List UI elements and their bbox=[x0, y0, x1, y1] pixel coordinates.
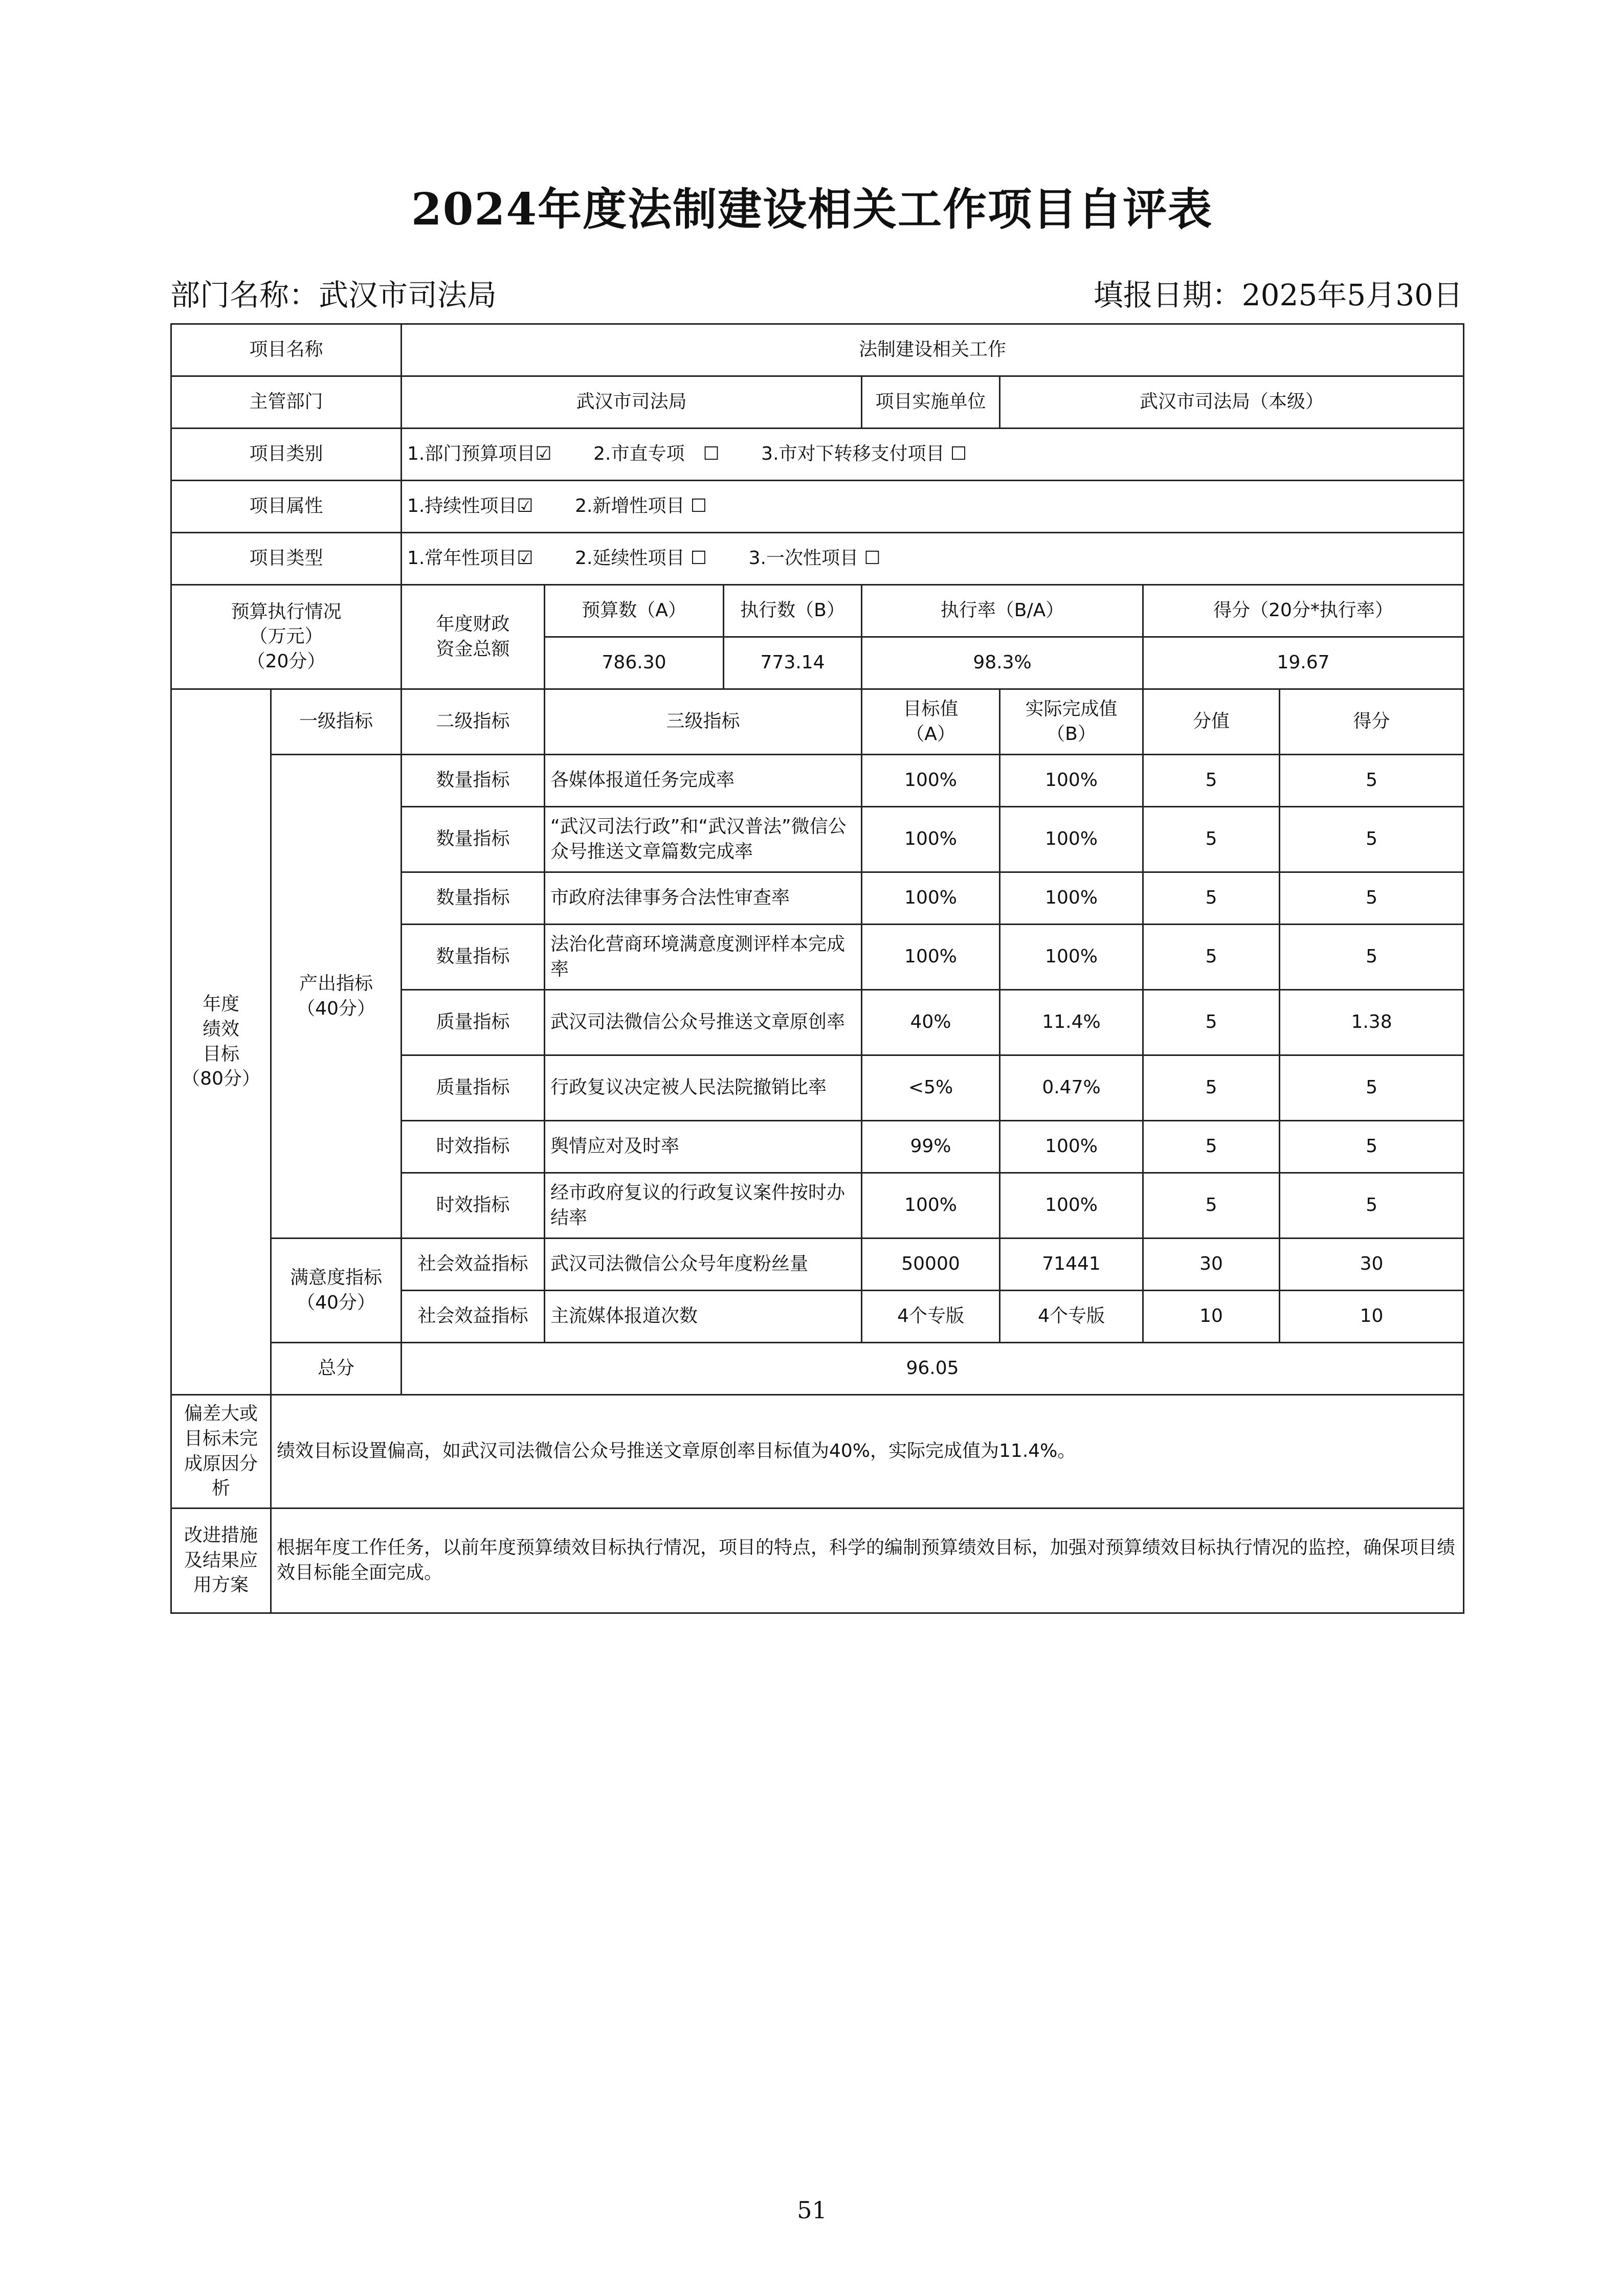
improvement-label-line2: 及结果应 bbox=[184, 1549, 258, 1571]
type-option-3: 3.一次性项目 ☐ bbox=[748, 548, 881, 569]
header-actual-line2: （B） bbox=[1047, 723, 1096, 745]
header-actual-line1: 实际完成值 bbox=[1025, 698, 1118, 719]
level2-cell: 质量指标 bbox=[402, 990, 545, 1055]
dept-value: 武汉市司法局 bbox=[402, 376, 862, 429]
output-label-line2: （40分） bbox=[297, 998, 375, 1019]
score-cell: 5 bbox=[1280, 872, 1464, 925]
satisfaction-label-line1: 满意度指标 bbox=[290, 1267, 383, 1288]
budget-col-rate: 执行率（B/A） bbox=[862, 585, 1143, 637]
self-evaluation-table bbox=[170, 323, 1464, 1614]
row-attribute bbox=[171, 481, 1464, 533]
level2-cell: 数量指标 bbox=[402, 807, 545, 872]
budget-a-value: 786.30 bbox=[545, 637, 724, 689]
performance-label-line1: 年度 bbox=[202, 994, 239, 1015]
header-level2: 二级指标 bbox=[402, 689, 545, 755]
target-cell: 100% bbox=[862, 755, 1000, 807]
dept-label: 主管部门 bbox=[171, 376, 402, 429]
actual-cell: 100% bbox=[1000, 1173, 1143, 1239]
points-cell: 5 bbox=[1143, 807, 1280, 872]
level2-cell: 数量指标 bbox=[402, 755, 545, 807]
attribute-option-2: 2.新增性项目 ☐ bbox=[575, 496, 707, 517]
target-cell: 100% bbox=[862, 872, 1000, 925]
level3-cell: 行政复议决定被人民法院撤销比率 bbox=[545, 1055, 862, 1121]
budget-score-value: 19.67 bbox=[1143, 637, 1464, 689]
score-cell: 5 bbox=[1280, 1121, 1464, 1173]
performance-outer-label bbox=[171, 689, 271, 1395]
row-department bbox=[171, 376, 1464, 429]
score-cell: 1.38 bbox=[1280, 990, 1464, 1055]
level3-cell: 舆情应对及时率 bbox=[545, 1121, 862, 1173]
target-cell: 100% bbox=[862, 1173, 1000, 1239]
target-cell: 4个专版 bbox=[862, 1291, 1000, 1343]
department-name: 部门名称：武汉市司法局 bbox=[170, 278, 497, 312]
points-cell: 5 bbox=[1143, 872, 1280, 925]
budget-label bbox=[171, 585, 402, 689]
impl-unit-label: 项目实施单位 bbox=[862, 376, 1000, 429]
budget-total-label bbox=[402, 585, 545, 689]
budget-col-b: 执行数（B） bbox=[724, 585, 862, 637]
category-option-1: 1.部门预算项目☑ bbox=[407, 443, 552, 465]
actual-cell: 100% bbox=[1000, 755, 1143, 807]
points-cell: 5 bbox=[1143, 925, 1280, 990]
satisfaction-indicator-label bbox=[271, 1239, 402, 1343]
deviation-label-line4: 析 bbox=[211, 1478, 230, 1499]
budget-col-a: 预算数（A） bbox=[545, 585, 724, 637]
actual-cell: 100% bbox=[1000, 1121, 1143, 1173]
row-project-name bbox=[171, 324, 1464, 376]
deviation-label-line1: 偏差大或 bbox=[184, 1403, 258, 1425]
level3-cell: 经市政府复议的行政复议案件按时办结率 bbox=[545, 1173, 862, 1239]
level3-cell: 法治化营商环境满意度测评样本完成率 bbox=[545, 925, 862, 990]
level2-cell: 社会效益指标 bbox=[402, 1239, 545, 1291]
points-cell: 5 bbox=[1143, 990, 1280, 1055]
row-category bbox=[171, 429, 1464, 481]
level3-cell: 市政府法律事务合法性审查率 bbox=[545, 872, 862, 925]
level3-cell: 武汉司法微信公众号推送文章原创率 bbox=[545, 990, 862, 1055]
score-cell: 30 bbox=[1280, 1239, 1464, 1291]
budget-label-line1: 预算执行情况 bbox=[231, 601, 342, 622]
target-cell: 99% bbox=[862, 1121, 1000, 1173]
improvement-label-line3: 用方案 bbox=[193, 1574, 249, 1596]
type-option-1: 1.常年性项目☑ bbox=[407, 548, 533, 569]
score-cell: 5 bbox=[1280, 925, 1464, 990]
level2-cell: 社会效益指标 bbox=[402, 1291, 545, 1343]
category-label: 项目类别 bbox=[171, 429, 402, 481]
level3-cell: 主流媒体报道次数 bbox=[545, 1291, 862, 1343]
budget-total-label-line1: 年度财政 bbox=[436, 613, 510, 635]
performance-label-line2: 绩效 bbox=[202, 1018, 239, 1040]
row-improvement bbox=[171, 1509, 1464, 1613]
header-level3: 三级指标 bbox=[545, 689, 862, 755]
page-title: 2024年度法制建设相关工作项目自评表 bbox=[411, 184, 1213, 235]
attribute-label: 项目属性 bbox=[171, 481, 402, 533]
type-option-2: 2.延续性项目 ☐ bbox=[575, 548, 707, 569]
project-name-label: 项目名称 bbox=[171, 324, 402, 376]
attribute-options bbox=[402, 481, 1464, 533]
category-options bbox=[402, 429, 1464, 481]
report-date: 填报日期：2025年5月30日 bbox=[1093, 278, 1463, 312]
level2-cell: 数量指标 bbox=[402, 872, 545, 925]
actual-cell: 100% bbox=[1000, 925, 1143, 990]
type-label: 项目类型 bbox=[171, 533, 402, 585]
score-cell: 10 bbox=[1280, 1291, 1464, 1343]
category-option-3: 3.市对下转移支付项目 ☐ bbox=[761, 443, 967, 465]
total-label: 总分 bbox=[271, 1343, 402, 1395]
budget-label-line2: （万元） bbox=[249, 626, 323, 647]
points-cell: 10 bbox=[1143, 1291, 1280, 1343]
deviation-label bbox=[171, 1395, 271, 1509]
attribute-option-1: 1.持续性项目☑ bbox=[407, 496, 533, 517]
row-type bbox=[171, 533, 1464, 585]
points-cell: 5 bbox=[1143, 1121, 1280, 1173]
actual-cell: 100% bbox=[1000, 807, 1143, 872]
budget-label-line3: （20分） bbox=[247, 650, 326, 672]
budget-col-score: 得分（20分*执行率） bbox=[1143, 585, 1464, 637]
header-target-line2: （A） bbox=[906, 723, 955, 745]
actual-cell: 4个专版 bbox=[1000, 1291, 1143, 1343]
row-total bbox=[171, 1343, 1464, 1395]
performance-label-line3: 目标 bbox=[202, 1043, 239, 1065]
output-label-line1: 产出指标 bbox=[299, 973, 373, 994]
row-budget-header bbox=[171, 585, 1464, 637]
performance-label-line4: （80分） bbox=[182, 1068, 260, 1090]
budget-total-label-line2: 资金总额 bbox=[436, 638, 510, 660]
budget-b-value: 773.14 bbox=[724, 637, 862, 689]
header-level1: 一级指标 bbox=[271, 689, 402, 755]
satisfaction-label-line2: （40分） bbox=[297, 1292, 375, 1313]
improvement-label bbox=[171, 1509, 271, 1613]
target-cell: 40% bbox=[862, 990, 1000, 1055]
actual-cell: 100% bbox=[1000, 872, 1143, 925]
level2-cell: 质量指标 bbox=[402, 1055, 545, 1121]
row-deviation bbox=[171, 1395, 1464, 1509]
deviation-text: 绩效目标设置偏高，如武汉司法微信公众号推送文章原创率目标值为40%，实际完成值为11.4%。 bbox=[271, 1395, 1464, 1509]
points-cell: 30 bbox=[1143, 1239, 1280, 1291]
page-number: 51 bbox=[797, 2196, 827, 2224]
budget-rate-value: 98.3% bbox=[862, 637, 1143, 689]
improvement-text: 根据年度工作任务，以前年度预算绩效目标执行情况，项目的特点，科学的编制预算绩效目标，加强对预算绩效目标执行情况的监控，确保项目绩效目标能全面完成。 bbox=[271, 1509, 1464, 1613]
table-row bbox=[171, 1239, 1464, 1291]
header-actual bbox=[1000, 689, 1143, 755]
deviation-label-line2: 目标未完 bbox=[184, 1428, 258, 1449]
actual-cell: 0.47% bbox=[1000, 1055, 1143, 1121]
target-cell: 100% bbox=[862, 925, 1000, 990]
target-cell: <5% bbox=[862, 1055, 1000, 1121]
score-cell: 5 bbox=[1280, 755, 1464, 807]
target-cell: 100% bbox=[862, 807, 1000, 872]
points-cell: 5 bbox=[1143, 1173, 1280, 1239]
target-cell: 50000 bbox=[862, 1239, 1000, 1291]
level2-cell: 时效指标 bbox=[402, 1173, 545, 1239]
score-cell: 5 bbox=[1280, 807, 1464, 872]
total-value: 96.05 bbox=[402, 1343, 1464, 1395]
actual-cell: 11.4% bbox=[1000, 990, 1143, 1055]
score-cell: 5 bbox=[1280, 1055, 1464, 1121]
header-score: 得分 bbox=[1280, 689, 1464, 755]
deviation-label-line3: 成原因分 bbox=[184, 1453, 258, 1474]
points-cell: 5 bbox=[1143, 1055, 1280, 1121]
score-cell: 5 bbox=[1280, 1173, 1464, 1239]
level2-cell: 数量指标 bbox=[402, 925, 545, 990]
type-options bbox=[402, 533, 1464, 585]
points-cell: 5 bbox=[1143, 755, 1280, 807]
header-points: 分值 bbox=[1143, 689, 1280, 755]
impl-unit-value: 武汉市司法局（本级） bbox=[1000, 376, 1464, 429]
level3-cell: “武汉司法行政”和“武汉普法”微信公众号推送文章篇数完成率 bbox=[545, 807, 862, 872]
improvement-label-line1: 改进措施 bbox=[184, 1525, 258, 1546]
actual-cell: 71441 bbox=[1000, 1239, 1143, 1291]
level3-cell: 各媒体报道任务完成率 bbox=[545, 755, 862, 807]
header-target bbox=[862, 689, 1000, 755]
output-indicator-label bbox=[271, 755, 402, 1239]
row-performance-header bbox=[171, 689, 1464, 755]
header-target-line1: 目标值 bbox=[903, 698, 959, 719]
project-name-value: 法制建设相关工作 bbox=[402, 324, 1464, 376]
level3-cell: 武汉司法微信公众号年度粉丝量 bbox=[545, 1239, 862, 1291]
level2-cell: 时效指标 bbox=[402, 1121, 545, 1173]
table-row bbox=[171, 755, 1464, 807]
category-option-2: 2.市直专项 ☐ bbox=[593, 443, 720, 465]
